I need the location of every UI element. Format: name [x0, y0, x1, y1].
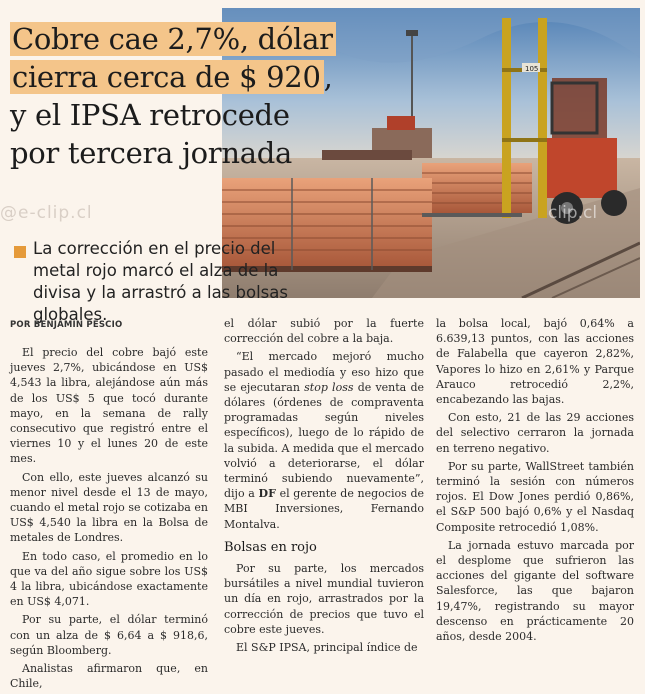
article-column-2: [224, 316, 424, 658]
watermark-photo: clip.cl: [548, 203, 598, 223]
paragraph: Analistas afirmaron que, en Chile,: [10, 662, 208, 691]
headline-line-1: [10, 20, 350, 58]
paragraph: la bolsa local, bajó 0,64% a 6.639,13 puntos, con las acciones de Falabella que cayeron 2,82%, Vapores lo hizo en 2,61% y Parque Arauco retrocedió 2,2%, encabezando las bajas.: [436, 317, 634, 407]
paragraph: Con esto, 21 de las 29 acciones del selectivo cerraron la jornada en terreno negativo.: [436, 411, 634, 455]
headline-highlight-1: Cobre cae 2,7%, dólar: [10, 22, 336, 56]
headline-line-3: y el IPSA retrocede: [10, 98, 290, 132]
paragraph: Por su parte, los mercados bursátiles a nivel mundial tuvieron un día en rojo, arrastrados por la corrección de precios que tuvo el cobre este jueves.: [224, 562, 424, 636]
headline-highlight-2: cierra cerca de $ 920: [10, 60, 324, 94]
headline-line-2: [10, 58, 350, 96]
dek-summary: La corrección en el precio del metal rojo marcó el alza de la divisa y la arrastró a las bolsas globales.: [33, 239, 288, 324]
headline-line-4: por tercera jornada: [10, 136, 292, 170]
headline-comma: ,: [323, 60, 333, 94]
watermark: @e-clip.cl: [0, 203, 93, 223]
dek-bullet-icon: [14, 246, 26, 258]
article-column-1: [10, 345, 208, 694]
byline: POR BENJAMÍN PESCIO: [10, 320, 123, 330]
paragraph: El S&P IPSA, principal índice de: [236, 641, 418, 655]
paragraph: Por su parte, el dólar terminó con un alza de $ 6,64 a $ 918,6, según Bloomberg.: [10, 613, 208, 657]
paragraph: En todo caso, el promedio en lo que va del año sigue sobre los US$ 4 la libra, ubicándose exactamente en US$ 4,071.: [10, 549, 208, 609]
article-column-3: [436, 316, 634, 647]
paragraph: Con ello, este jueves alcanzó su menor nivel desde el 13 de mayo, cuando el metal rojo se cotizaba en US$ 4,540 la libra en la Bolsa de metales de Londres.: [10, 470, 208, 545]
paragraph: El precio del cobre bajó este jueves 2,7%, ubicándose en US$ 4,543 la libra, alejándose aún más de los US$ 5 que tocó durante mayo, en la semana de rally consecutivo que registró entre el viernes 10 y el lunes 20 de este mes.: [10, 346, 208, 466]
forklift-plate: 105: [525, 65, 539, 73]
section-subhead: Bolsas en rojo: [224, 539, 317, 555]
paragraph: La jornada estuvo marcada por el desplome que sufrieron las acciones del gigante del software Salesforce, las que bajaron 19,47%, registrando su mayor descenso en prácticamente 20 años, desde 2004.: [436, 538, 634, 644]
paragraph: Por su parte, WallStreet también terminó la sesión con números rojos. El Dow Jones perdió 0,86%, el S&P 500 bajó 0,6% y el Nasdaq Composite retrocedió 1,08%.: [436, 459, 634, 534]
headline: [10, 20, 350, 172]
paragraph: “El mercado mejoró mucho pasado el mediodía y eso hizo que se ejecutaran stop loss de venta de dólares (órdenes de compraventa programadas según niveles específicos), luego de lo rápido de la subida. A medida que el mercado volvió a deteriorarse, el dólar terminó subiendo nuevamente”, dijo a DF el gerente de negocios de MBI Inversiones, Fernando Montalva.: [224, 350, 424, 531]
paragraph: el dólar subió por la fuerte corrección del cobre a la baja.: [224, 317, 424, 346]
